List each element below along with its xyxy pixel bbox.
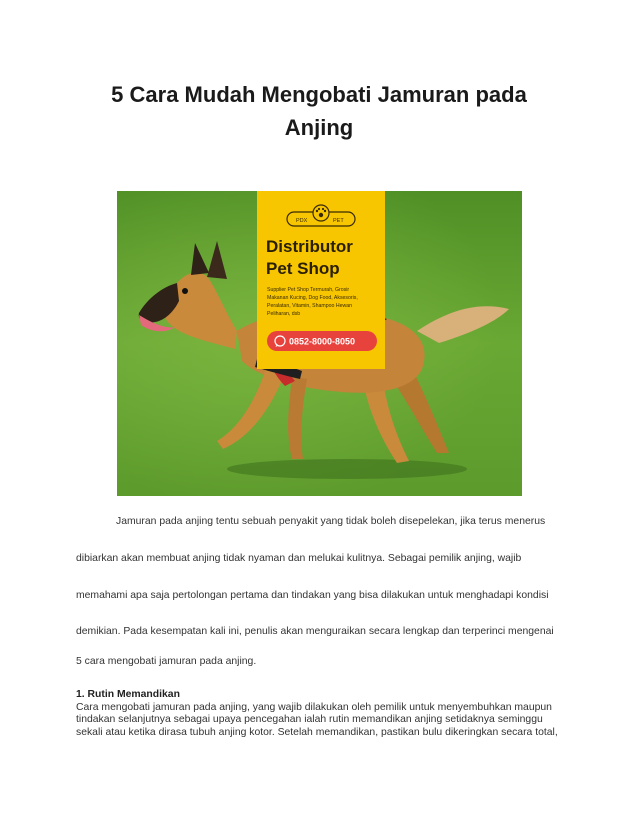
banner-heading-2: Pet Shop [266,259,340,278]
dog-banner-illustration [117,191,522,496]
intro-line-2: dibiarkan akan membuat anjing tidak nyaman dan melukai kulitnya. Sebagai pemilik anjing, wajib [76,553,522,564]
logo-left: PDX [296,218,308,224]
page-title [60,78,578,144]
banner-desc-1: Supplier Pet Shop Termurah, Grosir [267,287,350,293]
whatsapp-button[interactable] [267,331,377,351]
hero-image [117,191,522,496]
section-line-1: Cara mengobati jamuran pada anjing, yang wajib dilakukan oleh pemilik untuk menyembuhkan maupun [76,701,552,713]
phone-number: 0852-8000-8050 [289,336,356,347]
banner-desc-3: Peralatan, Vitamin, Shampoo Hewan [267,303,352,309]
title-line-2: Anjing [284,115,354,140]
section-rutin-memandikan [76,689,576,739]
section-line-3: sekali atau ketika dirasa tubuh anjing kotor. Setelah memandikan, pastikan bulu dikeringkan secara total, [76,726,558,738]
intro-line-4: demikian. Pada kesempatan kali ini, penulis akan menguraikan secara lengkap dan terperinci mengenai [76,626,554,637]
section-line-2: tindakan selanjutnya sebagai upaya pencegahan ialah rutin memandikan anjing setidaknya seminggu [76,714,543,725]
banner-heading-1: Distributor [266,237,353,256]
intro-line-5: 5 cara mengobati jamuran pada anjing. [76,656,257,667]
banner-desc-2: Makanan Kucing, Dog Food, Aksesoris, [267,295,358,301]
logo-right: PET [333,218,344,224]
intro-line-3: memahami apa saja pertolongan pertama dan tindakan yang bisa dilakukan untuk menghadapi kondisi [76,590,549,601]
banner-desc-4: Peliharan, dsb [267,311,301,317]
section-heading: 1. Rutin Memandikan [76,689,180,700]
intro-line-1: Jamuran pada anjing tentu sebuah penyakit yang tidak boleh disepelekan, jika terus menerus [116,516,546,527]
title-line-1: 5 Cara Mudah Mengobati Jamuran pada [111,82,527,107]
